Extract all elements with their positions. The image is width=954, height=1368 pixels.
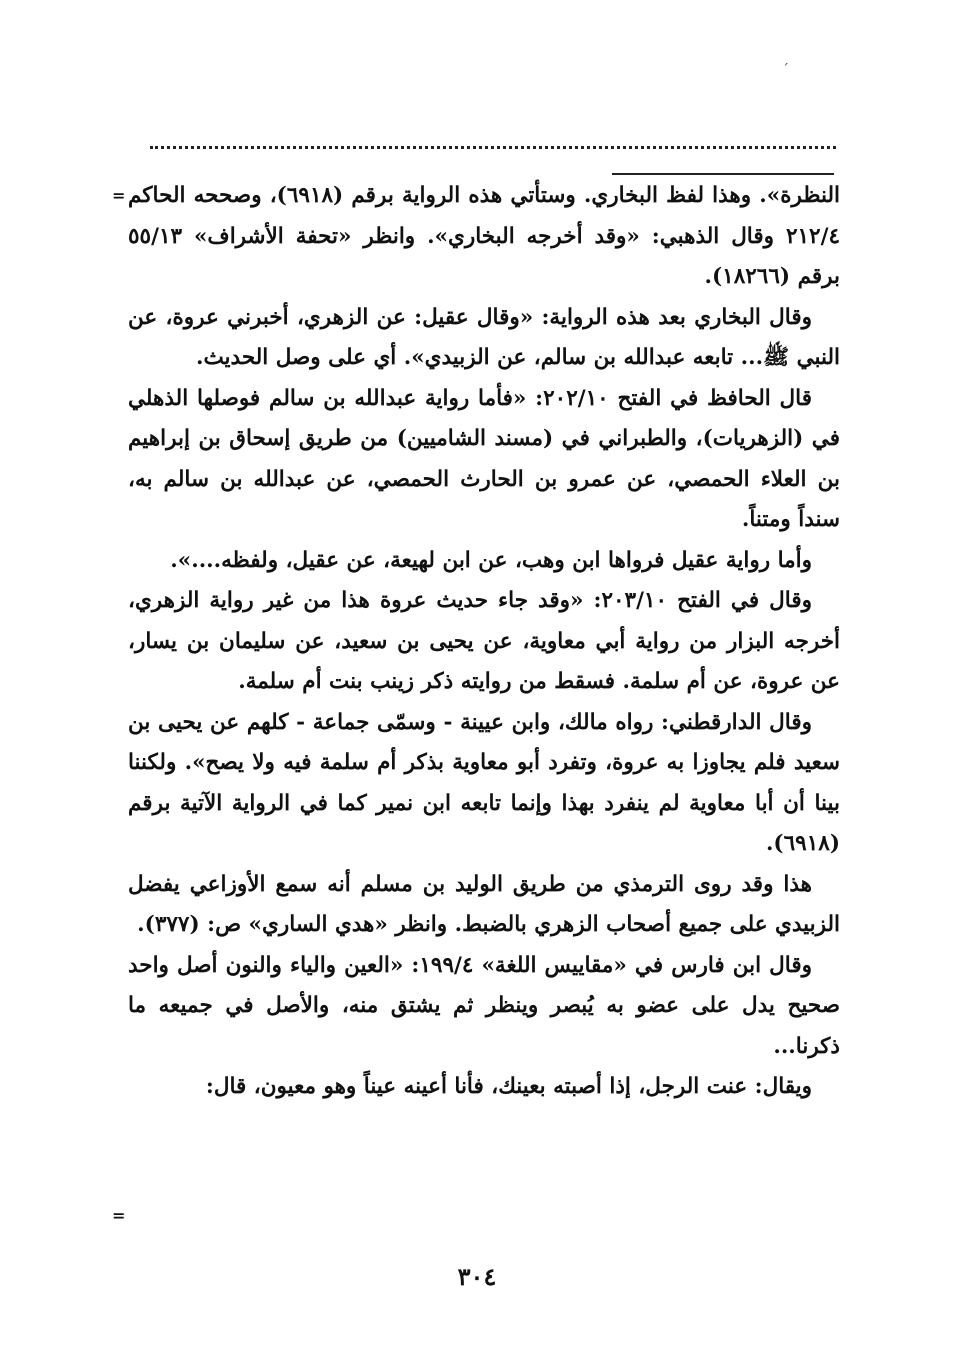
paragraph-4: وأما رواية عقيل فرواها ابن وهب، عن ابن لهيعة، عن عقيل، ولفظه....». (170, 547, 812, 573)
continuation-mark-end: = (112, 1206, 126, 1225)
paragraph-9: ويقال: عنت الرجل، إذا أصبته بعينك، فأنا أعينه عيناً وهو معيون، قال: (205, 1074, 812, 1099)
paragraph-3: قال الحافظ في الفتح ٢٠٢/١٠: «فأما رواية عبدالله بن سالم فوصلها الذهلي في (الزهريات)، والطبراني في (مسند الشاميين) من طريق إسحاق بن إبراهيم بن العلاء الحمصي، عن عمرو بن الحارث الحمصي، عن عبدالله بن سالم به، سنداً ومتناً. (128, 385, 840, 532)
page-number: ٣٠٤ (457, 1262, 497, 1291)
footnote-text (128, 176, 840, 1108)
paragraph-6: وقال الدارقطني: رواه مالك، وابن عيينة - وسمّى جماعة - كلهم عن يحيى بن سعيد فلم يجاوزا به عروة، وتفرد أبو معاوية بذكر أم سلمة فيه ولا يصح». ولكننا بينا أن أبا معاوية لم ينفرد بهذا وإنما تابعه ابن نمير كما في الرواية الآتية برقم (٦٩١٨). (128, 709, 840, 856)
paragraph-7: هذا وقد روى الترمذي من طريق الوليد بن مسلم أنه سمع الأوزاعي يفضل الزبيدي على جميع أصحاب الزهري بالضبط. وانظر «هدي الساري» ص: (٣٧٧). (128, 871, 840, 937)
scan-mark: ˊ (782, 62, 789, 78)
footnote-rule (612, 173, 834, 175)
footnote-dotted-separator (150, 146, 836, 149)
paragraph-2: وقال البخاري بعد هذه الرواية: «وقال عقيل: عن الزهري، أخبرني عروة، عن النبي ﷺ... تابعه عبدالله بن سالم، عن الزبيدي». أي على وصل الحديث. (128, 304, 840, 370)
paragraph-1: النظرة». وهذا لفظ البخاري. وستأتي هذه الرواية برقم (٦٩١٨)، وصححه الحاكم ٢١٢/٤ وقال الذهبي: «وقد أخرجه البخاري». وانظر «تحفة الأشراف» ٥٥/١٣ برقم (١٨٢٦٦). (128, 183, 840, 289)
paragraph-8: وقال ابن فارس في «مقاييس اللغة» ١٩٩/٤: «العين والياء والنون أصل واحد صحيح يدل على عضو به يُبصر وينظر ثم يشتق منه، والأصل في جميعه ما ذكرنا... (128, 952, 840, 1059)
paragraph-5: وقال في الفتح ٢٠٣/١٠: «وقد جاء حديث عروة هذا من غير رواية الزهري، أخرجه البزار من رواية أبي معاوية، عن يحيى بن سعيد، عن سليمان بن يسار، عن عروة، عن أم سلمة. فسقط من روايته ذكر زينب بنت أم سلمة. (128, 588, 840, 694)
continuation-mark-start: = (112, 186, 126, 205)
